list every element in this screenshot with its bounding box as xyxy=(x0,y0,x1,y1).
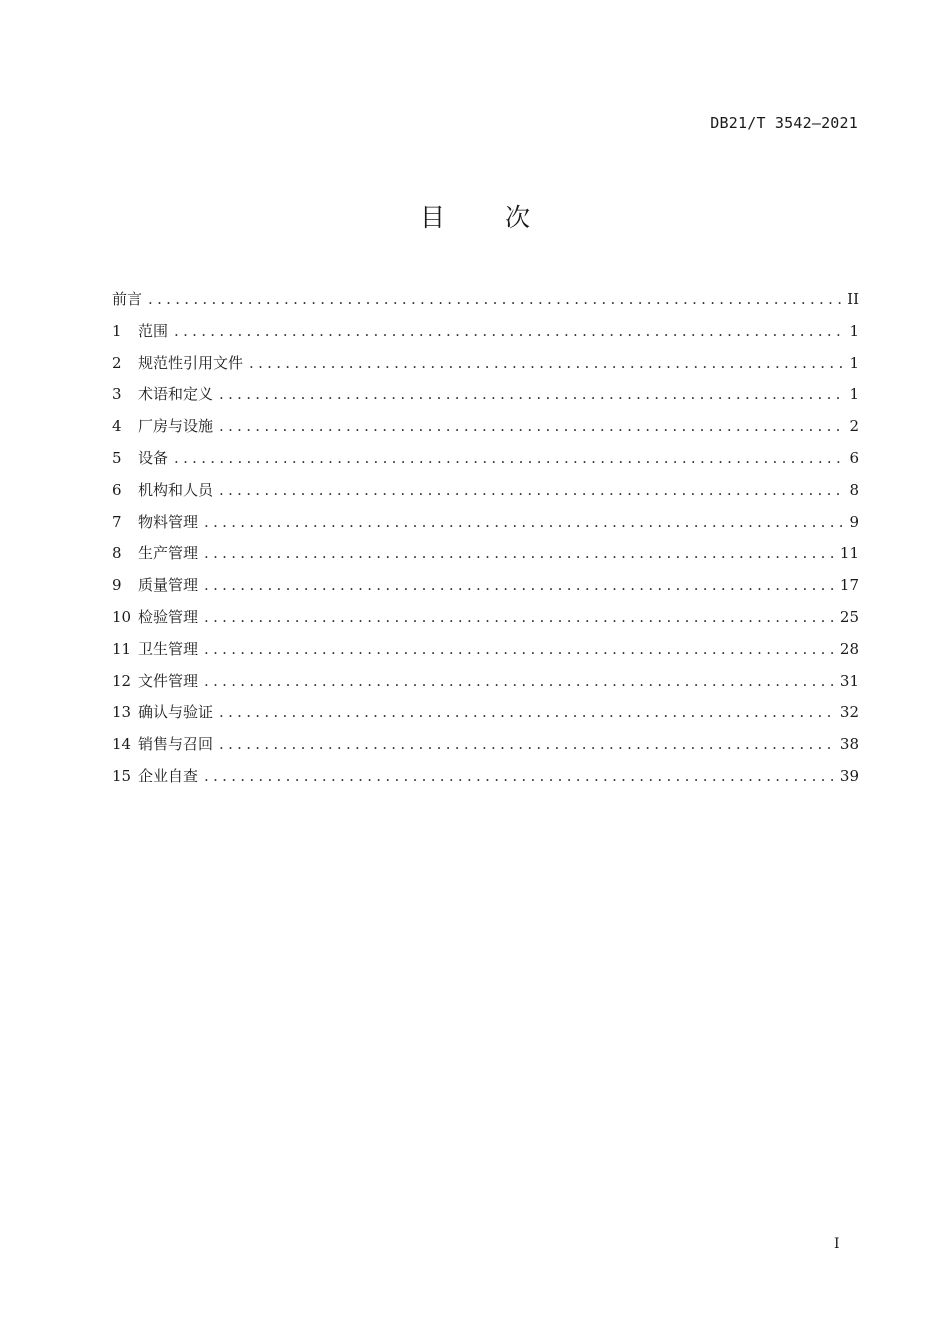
toc-entry-number: 7 xyxy=(112,512,122,531)
toc-entry-label: 前言 xyxy=(112,290,143,308)
toc-entry-number: 9 xyxy=(112,576,122,595)
toc-entry-page: 32 xyxy=(839,703,859,722)
toc-entry-page: 6 xyxy=(849,448,859,467)
toc-entry-page: 2 xyxy=(849,417,859,436)
toc-entry-label: 厂房与设施 xyxy=(138,417,214,436)
toc-entry-10[interactable] xyxy=(112,602,859,634)
toc-entry-label: 生产管理 xyxy=(138,544,199,563)
toc-entry-number: 5 xyxy=(112,448,122,467)
toc-entry-page: 39 xyxy=(839,766,859,785)
toc-entry-label: 企业自查 xyxy=(138,766,199,785)
toc-entry-page: 38 xyxy=(839,735,859,754)
toc-entry-number: 8 xyxy=(112,544,122,563)
toc-entry-label: 设备 xyxy=(138,448,169,467)
toc-leader-dots xyxy=(204,602,834,634)
toc-entry-12[interactable] xyxy=(112,666,859,698)
standard-code: DB21/T 3542—2021 xyxy=(710,114,858,132)
toc-entry-number: 12 xyxy=(112,671,132,690)
toc-leader-dots xyxy=(249,348,843,380)
toc-entry-foreword[interactable] xyxy=(112,284,859,316)
toc-entry-page: 31 xyxy=(839,671,859,690)
toc-entry-number: 11 xyxy=(112,639,132,658)
toc-leader-dots xyxy=(219,379,843,411)
toc-leader-dots xyxy=(204,507,843,539)
toc-entry-label: 规范性引用文件 xyxy=(138,353,244,372)
toc-entry-label: 机构和人员 xyxy=(138,480,214,499)
toc-leader-dots xyxy=(174,316,843,348)
toc-entry-4[interactable] xyxy=(112,411,859,443)
toc-entry-page: 28 xyxy=(839,639,859,658)
toc-entry-11[interactable] xyxy=(112,634,859,666)
toc-entry-label: 物料管理 xyxy=(138,512,199,531)
toc-entry-label: 术语和定义 xyxy=(138,385,214,404)
toc-entry-14[interactable] xyxy=(112,729,859,761)
toc-entry-number: 15 xyxy=(112,766,132,785)
toc-leader-dots xyxy=(174,443,843,475)
toc-entry-8[interactable] xyxy=(112,538,859,570)
toc-entry-9[interactable] xyxy=(112,570,859,602)
toc-entry-number: 6 xyxy=(112,480,122,499)
toc-entry-number: 13 xyxy=(112,703,132,722)
toc-leader-dots xyxy=(148,284,841,316)
toc-title: 目次 xyxy=(419,203,590,232)
toc-entry-15[interactable] xyxy=(112,761,859,793)
toc-entry-number: 4 xyxy=(112,417,122,436)
toc-entry-number: 2 xyxy=(112,353,122,372)
toc-entry-number: 10 xyxy=(112,607,132,626)
toc-entry-6[interactable] xyxy=(112,475,859,507)
toc-entry-label: 检验管理 xyxy=(138,607,199,626)
toc-entry-label: 销售与召回 xyxy=(138,735,214,754)
toc-entry-page: 1 xyxy=(849,321,859,340)
toc-leader-dots xyxy=(204,666,834,698)
toc-leader-dots xyxy=(219,475,843,507)
toc-entry-1[interactable] xyxy=(112,316,859,348)
toc-entry-label: 质量管理 xyxy=(138,576,199,595)
toc-entry-page: 17 xyxy=(839,576,859,595)
toc-entry-page: 8 xyxy=(849,480,859,499)
toc-leader-dots xyxy=(219,411,843,443)
toc-leader-dots xyxy=(204,570,834,602)
toc-leader-dots xyxy=(204,538,834,570)
toc-entry-number: 3 xyxy=(112,385,122,404)
toc-entry-3[interactable] xyxy=(112,379,859,411)
toc-entry-page: 11 xyxy=(839,544,859,563)
toc-entry-page: 9 xyxy=(849,512,859,531)
toc-list xyxy=(112,284,859,793)
toc-entry-label: 范围 xyxy=(138,321,169,340)
toc-entry-13[interactable] xyxy=(112,697,859,729)
toc-entry-page: 1 xyxy=(849,353,859,372)
toc-entry-label: 卫生管理 xyxy=(138,639,199,658)
toc-entry-page: 1 xyxy=(849,385,859,404)
page-number: I xyxy=(834,1236,840,1252)
toc-entry-7[interactable] xyxy=(112,507,859,539)
toc-entry-label: 确认与验证 xyxy=(138,703,214,722)
toc-entry-5[interactable] xyxy=(112,443,859,475)
toc-entry-number: 1 xyxy=(112,321,122,340)
toc-leader-dots xyxy=(219,697,834,729)
toc-entry-number: 14 xyxy=(112,735,132,754)
toc-leader-dots xyxy=(219,729,834,761)
toc-entry-page: 25 xyxy=(839,607,859,626)
toc-entry-label: 文件管理 xyxy=(138,671,199,690)
toc-entry-page: II xyxy=(847,290,859,308)
toc-leader-dots xyxy=(204,634,834,666)
toc-entry-2[interactable] xyxy=(112,348,859,380)
toc-leader-dots xyxy=(204,761,834,793)
